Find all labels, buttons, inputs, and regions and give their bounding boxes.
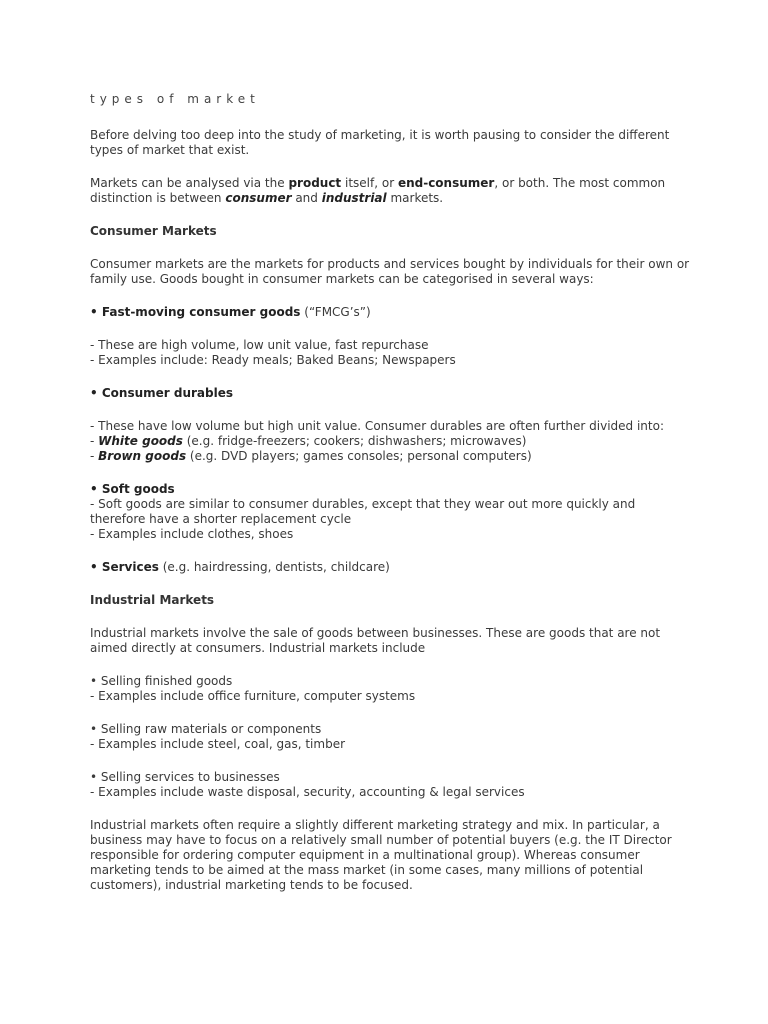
white-goods-prefix: - [90,434,99,448]
durables-bullet: • [90,386,102,400]
industrial-item-example: - Examples include waste disposal, security, accounting & legal services [90,785,525,799]
intro-paragraph: Before delving too deep into the study of marketing, it is worth pausing to consider the different types of market that exist. [90,128,670,157]
analysis-paragraph [90,176,690,206]
brown-goods-text: (e.g. DVD players; games consoles; personal computers) [186,449,532,463]
soft-goods-heading [90,482,690,497]
document-page [90,92,690,893]
industrial-item [90,674,690,704]
analysis-text-5: markets. [386,191,444,205]
industrial-conclusion: Industrial markets often require a slightly different marketing strategy and mix. In particular, a business may have to focus on a relatively small number of potential buyers (e.g. the IT Director responsible for ordering computer equipment in a multinational group). Whereas consumer marketing tends to be aimed at the mass market (in some cases, many millions of potential customers), industrial marketing tends to be focused. [90,818,672,892]
industrial-term: industrial [321,191,387,205]
industrial-item-example: - Examples include steel, coal, gas, timber [90,737,346,751]
industrial-item-label: • Selling raw materials or components [90,722,322,736]
end-consumer-term: end-consumer [397,176,495,190]
brown-goods-prefix: - [90,449,99,463]
durables-line-1: - These have low volume but high unit value. Consumer durables are often further divided into: [90,419,664,433]
document-title: types of market [90,92,260,106]
fmcg-heading [90,305,690,320]
brown-goods-label: Brown goods [98,449,187,463]
industrial-markets-intro: Industrial markets involve the sale of goods between businesses. These are goods that are not aimed directly at consumers. Industrial markets include [90,626,661,655]
soft-goods-bullet: • [90,482,102,496]
consumer-markets-heading: Consumer Markets [90,224,217,238]
white-goods-text: (e.g. fridge-freezers; cookers; dishwashers; microwaves) [182,434,527,448]
analysis-text-2: itself, or [341,176,398,190]
soft-goods-line-1: - Soft goods are similar to consumer durables, except that they wear out more quickly and therefore have a shorter replacement cycle [90,497,636,526]
fmcg-bullet: • [90,305,102,319]
industrial-markets-heading: Industrial Markets [90,593,215,607]
product-term: product [288,176,342,190]
brown-goods-line [90,449,690,464]
soft-goods-label: Soft goods [101,482,175,496]
fmcg-suffix: (“FMCG’s”) [300,305,371,319]
durables-label: Consumer durables [101,386,234,400]
soft-goods-block [90,482,690,542]
industrial-item [90,722,690,752]
durables-details [90,419,690,464]
fmcg-line-2: - Examples include: Ready meals; Baked Beans; Newspapers [90,353,456,367]
industrial-item-example: - Examples include office furniture, computer systems [90,689,416,703]
services-label: Services [101,560,159,574]
consumer-markets-intro: Consumer markets are the markets for products and services bought by individuals for their own or family use. Goods bought in consumer markets can be categorised in several ways: [90,257,690,286]
fmcg-line-1: - These are high volume, low unit value, fast repurchase [90,338,429,352]
industrial-item-label: • Selling finished goods [90,674,233,688]
white-goods-label: White goods [98,434,183,448]
consumer-term: consumer [225,191,292,205]
soft-goods-line-2: - Examples include clothes, shoes [90,527,294,541]
services-bullet: • [90,560,102,574]
analysis-text-1: Markets can be analysed via the [90,176,289,190]
industrial-item-label: • Selling services to businesses [90,770,280,784]
durables-heading [90,386,690,401]
fmcg-details [90,338,690,368]
industrial-item [90,770,690,800]
fmcg-label: Fast-moving consumer goods [101,305,301,319]
analysis-text-3: , or both. The most common distinction is between [90,176,666,205]
services-text: (e.g. hairdressing, dentists, childcare) [158,560,390,574]
white-goods-line [90,434,690,449]
services-line [90,560,690,575]
analysis-text-4: and [291,191,322,205]
